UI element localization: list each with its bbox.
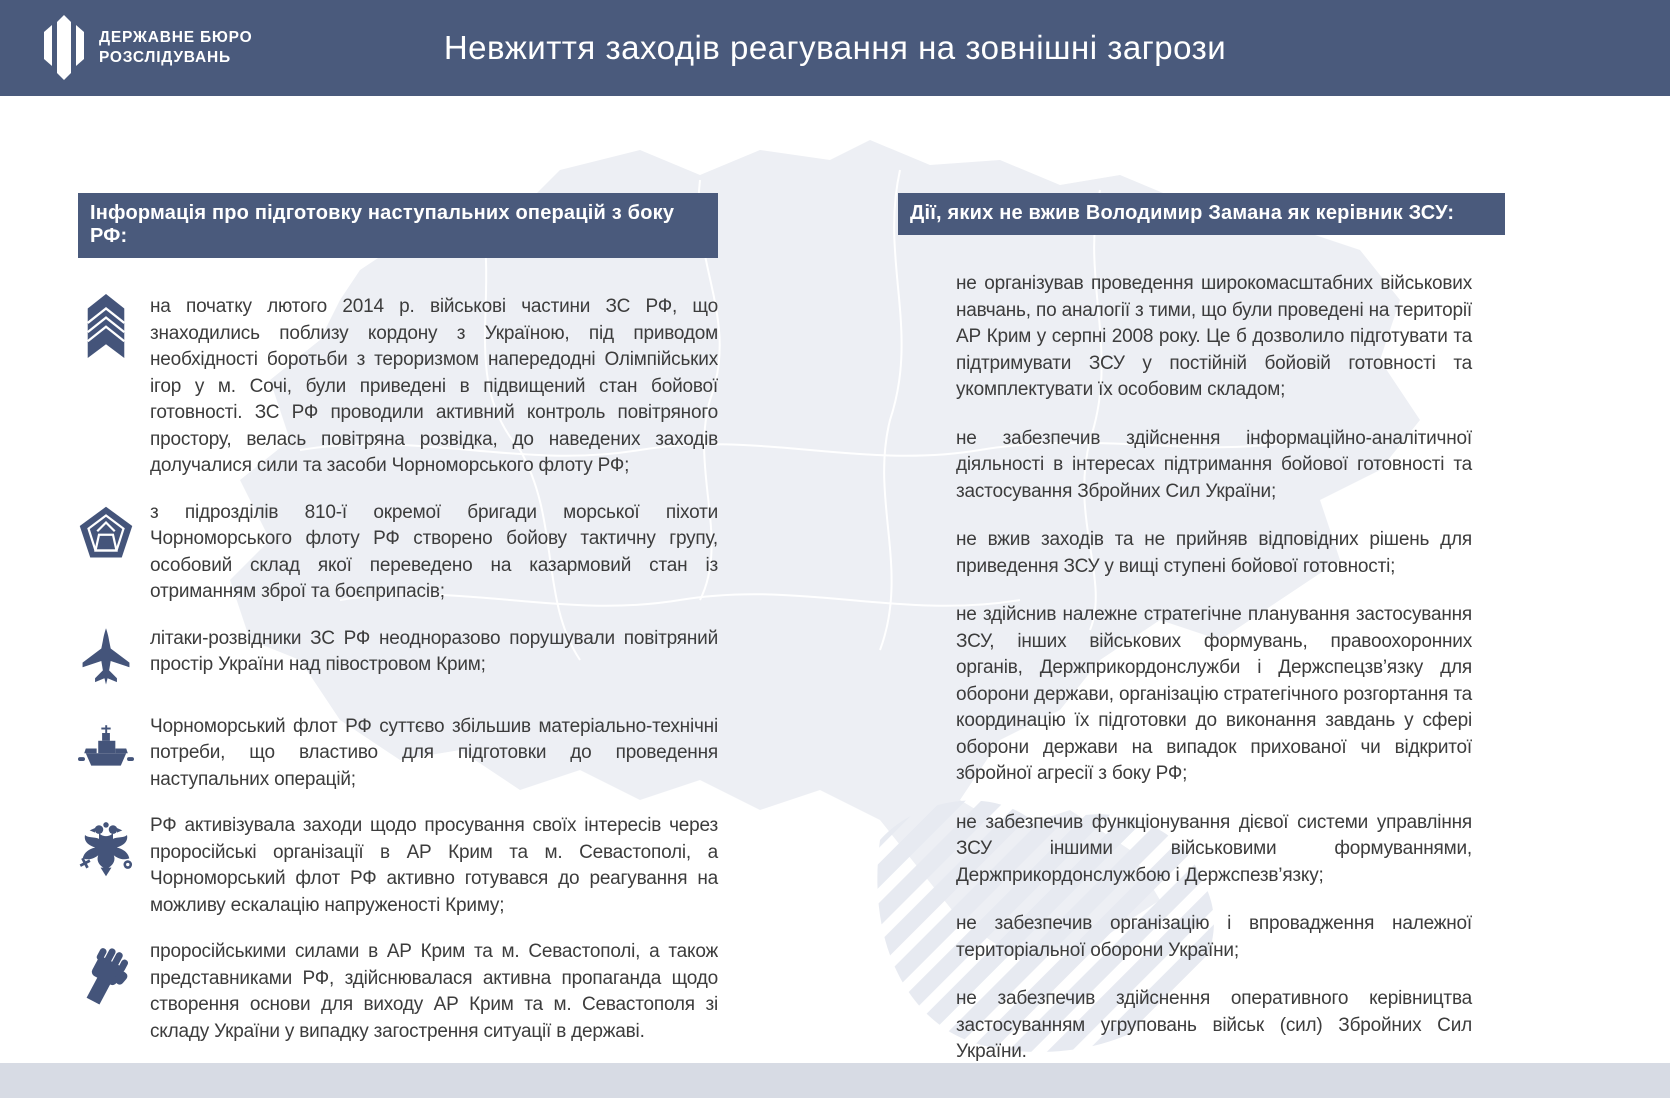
list-item-text: на початку лютого 2014 р. військові частини ЗС РФ, що знаходились поблизу кордону з Україною, під приводом необхідності боротьби з тероризмом напередодні Олімпійських ігор у м. Сочі, були приведені в підвищений стан бойової готовності. ЗС РФ проводили активний контроль повітряного простору, велась повітряна розвідка, до наведених заходів долучалися сили та засоби Чорноморського флоту РФ; bbox=[150, 296, 718, 476]
page-title: Невжиття заходів реагування на зовнішні загрози bbox=[443, 29, 1227, 66]
list-item-text: не здійснив належне стратегічне планування застосування ЗСУ, інших військових формувань, правоохоронних органів, Держприкордонслужби і Держспецзв’язку для оборони держави, організацію стратегічного розгортання та координацію їх підготовки до виконання завдань у сфері оборони держави на випадок прихованої чи відкритої збройної агресії з боку РФ; bbox=[956, 604, 1472, 784]
logo-text bbox=[99, 28, 252, 68]
rank-chevron-icon bbox=[78, 294, 134, 480]
list-item bbox=[78, 500, 718, 606]
left-section-header: Інформація про підготовку наступальних операцій з боку РФ: bbox=[78, 193, 718, 258]
list-item bbox=[78, 714, 718, 794]
list-item-text: не організував проведення широкомасштабних військових навчань, по аналогії з тими, що були проведені на території АР Крим у серпні 2008 року. Це б дозволило підготувати та підтримувати ЗСУ у постійній бойовій готовності та укомплектувати їх особовим складом; bbox=[956, 273, 1472, 400]
list-item bbox=[78, 626, 718, 694]
list-item-text: Чорноморський флот РФ суттєво збільшив матеріально-технічні потреби, що властиво для підготовки до проведення наступальних операцій; bbox=[150, 715, 718, 790]
list-item-text: літаки-розвідники ЗС РФ неодноразово порушували повітряний простір України над півостровом Крим; bbox=[150, 627, 718, 675]
list-item-text: не забезпечив здійснення оперативного керівництва застосуванням угруповань військ (сил) Збройних Сил України. bbox=[956, 988, 1472, 1062]
right-column bbox=[898, 193, 1505, 1088]
raised-fist-icon bbox=[78, 941, 134, 1045]
dbr-logo bbox=[44, 15, 252, 81]
fighter-jet-icon bbox=[78, 628, 134, 694]
list-item bbox=[78, 294, 718, 480]
logo-line1: ДЕРЖАВНЕ БЮРО bbox=[99, 28, 253, 46]
logo-line2: РОЗСЛІДУВАНЬ bbox=[99, 49, 231, 66]
list-item bbox=[78, 813, 718, 919]
list-item-text: з підрозділів 810-ї окремої бригади морської піхоти Чорноморського флоту РФ створено бойову тактичну групу, особовий склад якої переведено на казармовий стан із отриманням зброї та боєприпасів; bbox=[150, 501, 718, 602]
list-item-text: не забезпечив функціонування дієвої системи управління ЗСУ іншими військовими формуваннями, Держприкордонслужбою і Держспезв’язку; bbox=[956, 811, 1472, 886]
dbr-trident-icon bbox=[44, 15, 84, 81]
list-item-text: проросійськими силами в АР Крим та м. Севастополі, а також представниками РФ, здійснювалася активна пропаганда щодо створення основи для виходу АР Крим та м. Севастополя зі складу України у випадку загострення ситуації в державі. bbox=[150, 941, 718, 1042]
warship-icon bbox=[78, 722, 134, 794]
list-item-text: не забезпечив здійснення інформаційно-аналітичної діяльності в інтересах підтримання бойової готовності та застосування Збройних Сил України; bbox=[956, 427, 1472, 502]
list-item-text: не забезпечив організацію і впровадження належної територіальної оборони України; bbox=[956, 913, 1472, 961]
right-section-header: Дії, яких не вжив Володимир Замана як керівник ЗСУ: bbox=[898, 193, 1505, 235]
list-item-text: РФ активізувала заходи щодо просування своїх інтересів через проросійські організації в АР Крим та м. Севастополі, а Чорноморський флот РФ активно готувався до реагування на можливу ескалацію напруженості Криму; bbox=[150, 815, 718, 916]
list-item-text: не вжив заходів та не прийняв відповідних рішень для приведення ЗСУ у вищі ступені бойової готовності; bbox=[956, 529, 1472, 577]
left-column bbox=[78, 193, 718, 1065]
double-eagle-icon bbox=[78, 817, 134, 919]
military-badge-icon bbox=[78, 504, 134, 606]
list-item bbox=[78, 939, 718, 1045]
